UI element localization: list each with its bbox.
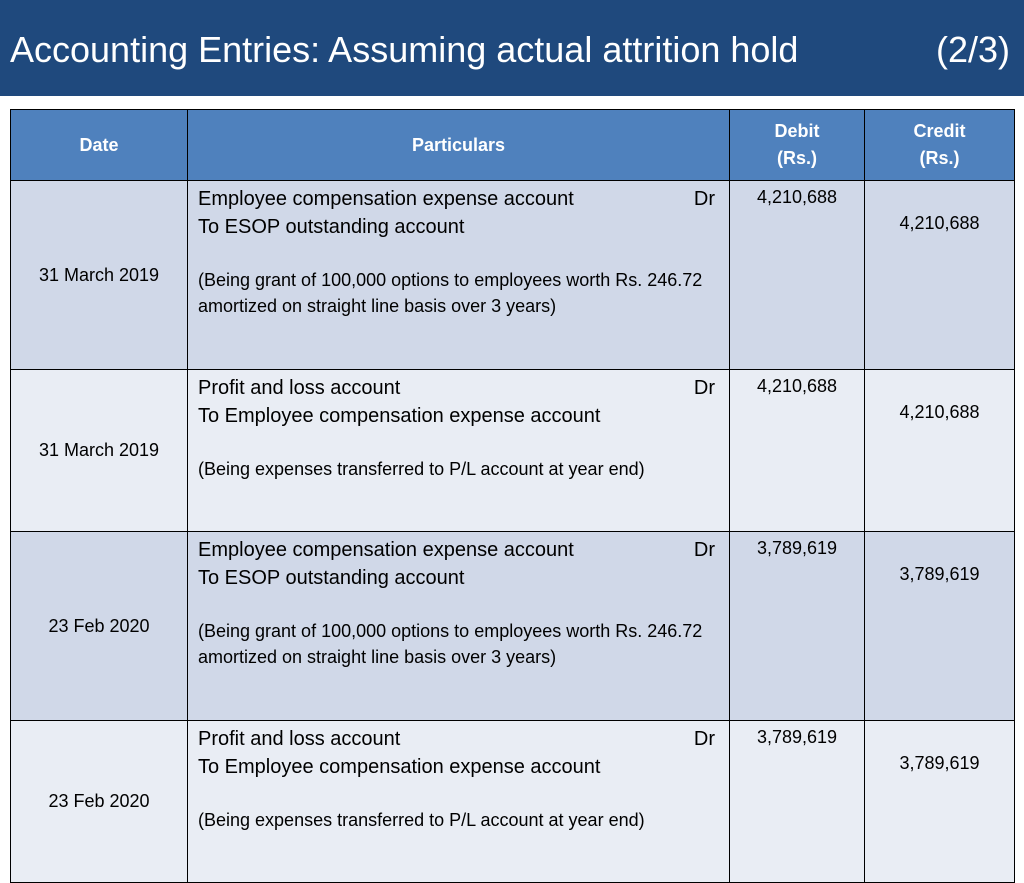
credit-account: To Employee compensation expense account — [198, 405, 601, 427]
dr-marker: Dr — [693, 377, 715, 399]
page-indicator: (2/3) — [935, 29, 1010, 70]
credit-header-label: Credit — [913, 121, 966, 141]
debit-header-unit: (Rs.) — [777, 148, 817, 168]
entry-date: 31 March 2019 — [11, 370, 188, 532]
credit-account: To ESOP outstanding account — [198, 567, 465, 589]
debit-account: Profit and loss account — [198, 728, 401, 750]
page-title: Accounting Entries: Assuming actual attrition hold — [10, 29, 799, 70]
column-header-debit — [730, 110, 865, 181]
entry-particulars — [188, 181, 730, 370]
entry-debit-amount: 3,789,619 — [730, 532, 865, 721]
dr-marker: Dr — [693, 188, 715, 210]
entry-debit-amount: 4,210,688 — [730, 370, 865, 532]
entry-particulars — [188, 721, 730, 883]
entry-narration: (Being expenses transferred to P/L account at year end) — [198, 810, 645, 830]
debit-header-label: Debit — [774, 121, 820, 141]
debit-account: Employee compensation expense account — [198, 539, 574, 561]
credit-account: To ESOP outstanding account — [198, 216, 465, 238]
column-header-credit — [865, 110, 1015, 181]
entry-date: 31 March 2019 — [11, 181, 188, 370]
journal-entries-table — [10, 109, 1015, 883]
table-row — [11, 370, 1015, 532]
entry-debit-amount: 4,210,688 — [730, 181, 865, 370]
debit-account: Profit and loss account — [198, 377, 401, 399]
debit-account: Employee compensation expense account — [198, 188, 574, 210]
dr-marker: Dr — [693, 539, 715, 561]
entry-date: 23 Feb 2020 — [11, 721, 188, 883]
credit-header-unit: (Rs.) — [919, 148, 960, 168]
entry-credit-amount: 3,789,619 — [865, 532, 1015, 721]
entry-narration: (Being grant of 100,000 options to employees worth Rs. 246.72 amortized on straight line basis over 3 years) — [198, 270, 703, 316]
entry-credit-amount: 3,789,619 — [865, 721, 1015, 883]
entry-particulars — [188, 532, 730, 721]
table-row — [11, 181, 1015, 370]
credit-account: To Employee compensation expense account — [198, 756, 601, 778]
title-bar — [0, 0, 1024, 96]
entry-credit-amount: 4,210,688 — [865, 370, 1015, 532]
column-header-date: Date — [11, 110, 188, 181]
table-header-row — [11, 110, 1015, 181]
entry-narration: (Being expenses transferred to P/L account at year end) — [198, 459, 645, 479]
entry-debit-amount: 3,789,619 — [730, 721, 865, 883]
entry-narration: (Being grant of 100,000 options to employees worth Rs. 246.72 amortized on straight line basis over 3 years) — [198, 621, 703, 667]
entry-date: 23 Feb 2020 — [11, 532, 188, 721]
entry-particulars — [188, 370, 730, 532]
table-row — [11, 532, 1015, 721]
table-row — [11, 721, 1015, 883]
column-header-particulars: Particulars — [188, 110, 730, 181]
entry-credit-amount: 4,210,688 — [865, 181, 1015, 370]
dr-marker: Dr — [693, 728, 715, 750]
